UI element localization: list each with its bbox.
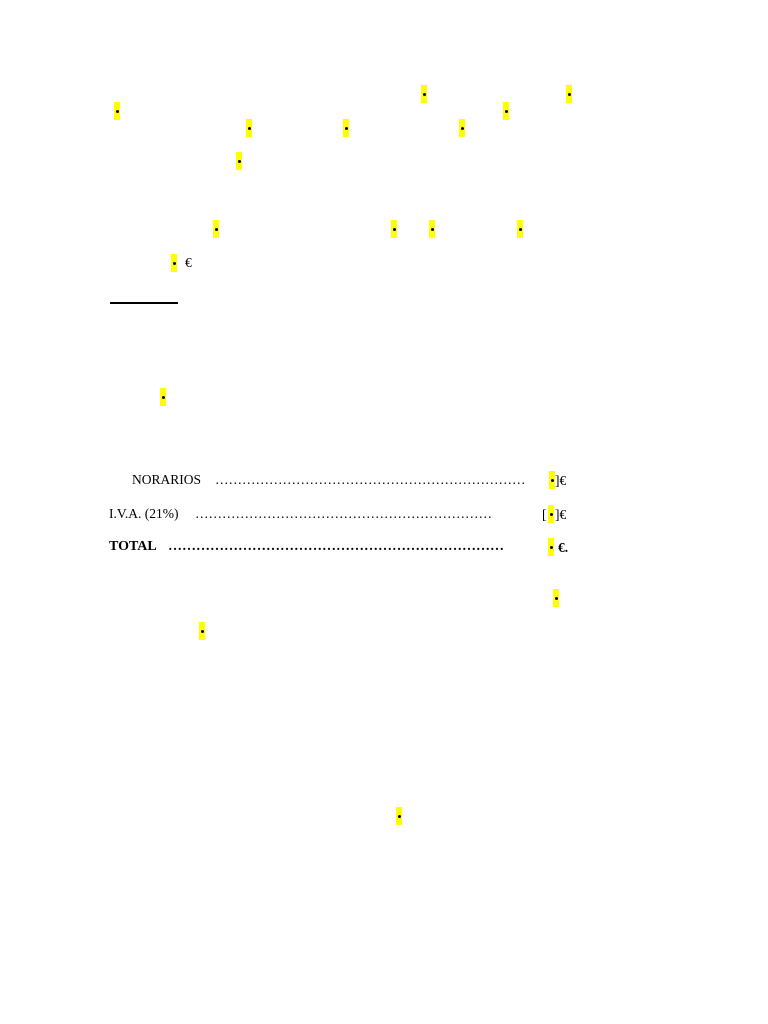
placeholder-highlight — [391, 220, 397, 238]
iva-label: I.V.A. (21%) — [109, 506, 179, 521]
placeholder-highlight — [566, 85, 572, 103]
placeholder-highlight — [114, 102, 120, 120]
placeholder-highlight — [548, 538, 554, 556]
section-underline — [110, 302, 178, 304]
placeholder-highlight — [343, 119, 349, 137]
placeholder-highlight — [503, 102, 509, 120]
placeholder-highlight — [171, 254, 177, 272]
honorarios-leader: …………………………………………………………… — [215, 473, 526, 487]
honorarios-euro: ]€ — [555, 473, 567, 488]
placeholder-highlight — [199, 622, 205, 640]
total-leader: ……………………………………………………………… — [168, 540, 504, 554]
placeholder-highlight — [553, 589, 559, 607]
placeholder-highlight — [236, 152, 242, 170]
placeholder-highlight — [421, 85, 427, 103]
total-label: TOTAL — [109, 539, 157, 554]
iva-leader: ………………………………………………………… — [195, 507, 492, 521]
placeholder-highlight — [246, 119, 252, 137]
total-euro: €. — [558, 540, 569, 555]
placeholder-highlight — [213, 220, 219, 238]
iva-bracket-open: [ — [542, 507, 547, 522]
placeholder-highlight — [517, 220, 523, 238]
placeholder-highlight — [429, 220, 435, 238]
placeholder-highlight — [396, 807, 402, 825]
placeholder-highlight — [548, 505, 554, 523]
placeholder-highlight — [459, 119, 465, 137]
iva-euro: ]€ — [555, 507, 567, 522]
euro-symbol: € — [185, 255, 192, 270]
honorarios-label: NORARIOS — [132, 472, 202, 487]
placeholder-highlight — [160, 388, 166, 406]
